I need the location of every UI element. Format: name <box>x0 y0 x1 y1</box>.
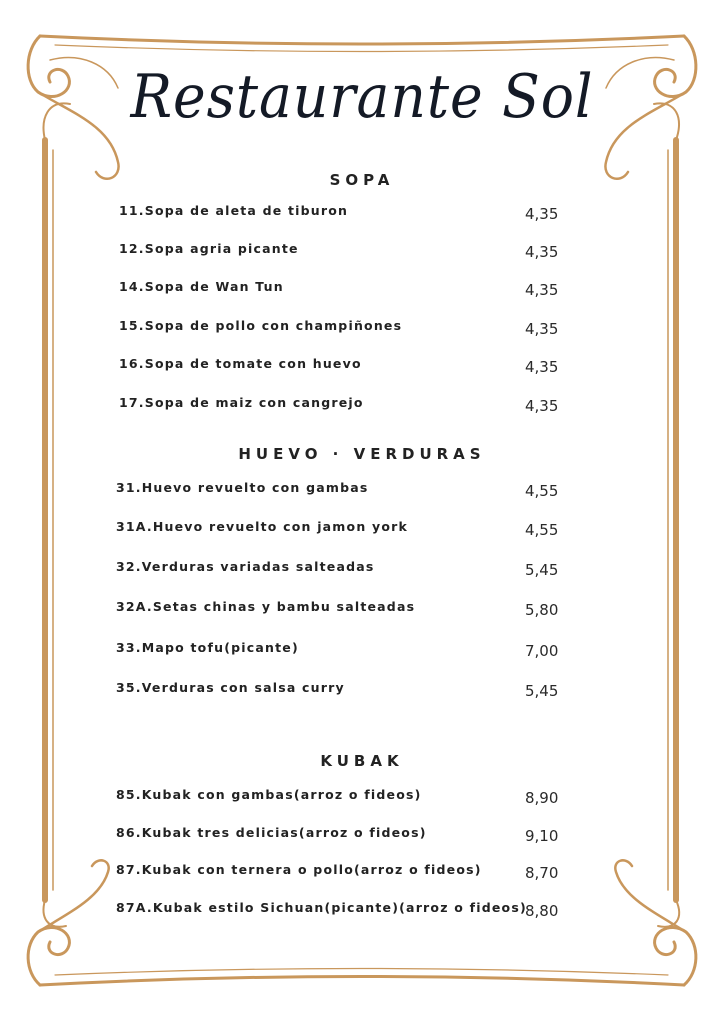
menu-item <box>0 241 724 263</box>
menu-item-name: 31.Huevo revuelto con gambas <box>116 480 369 495</box>
menu-item-price: 4,35 <box>525 397 559 415</box>
menu-item-price: 9,10 <box>525 827 559 845</box>
menu-item-price: 4,55 <box>525 482 559 500</box>
menu-item <box>0 862 724 884</box>
menu-item-price: 5,45 <box>525 561 559 579</box>
menu-item-name: 35.Verduras con salsa curry <box>116 680 345 695</box>
menu-item-name: 31A.Huevo revuelto con jamon york <box>116 519 408 534</box>
menu-item-name: 15.Sopa de pollo con champiñones <box>119 318 403 333</box>
menu-item-name: 16.Sopa de tomate con huevo <box>119 356 362 371</box>
menu-item-name: 33.Mapo tofu(picante) <box>116 640 299 655</box>
menu-item <box>0 680 724 702</box>
menu-item-price: 4,35 <box>525 281 559 299</box>
menu-item <box>0 519 724 541</box>
menu-item-price: 7,00 <box>525 642 559 660</box>
menu-item-price: 5,80 <box>525 601 559 619</box>
menu-item <box>0 203 724 225</box>
menu-item-name: 32A.Setas chinas y bambu salteadas <box>116 599 416 614</box>
menu-item <box>0 599 724 621</box>
menu-item-name: 87.Kubak con ternera o pollo(arroz o fideos) <box>116 862 482 877</box>
section-title: SOPA <box>329 171 395 189</box>
menu-item-name: 85.Kubak con gambas(arroz o fideos) <box>116 787 422 802</box>
menu-item-name: 32.Verduras variadas salteadas <box>116 559 375 574</box>
menu-item-price: 8,90 <box>525 789 559 807</box>
menu-item-price: 4,35 <box>525 205 559 223</box>
menu-item <box>0 480 724 502</box>
restaurant-title: Restaurante Sol <box>130 62 594 132</box>
menu-item-price: 4,35 <box>525 320 559 338</box>
menu-item-price: 8,70 <box>525 864 559 882</box>
menu-item <box>0 825 724 847</box>
menu-item-name: 17.Sopa de maiz con cangrejo <box>119 395 364 410</box>
menu-item <box>0 356 724 378</box>
menu-item <box>0 787 724 809</box>
menu-item-name: 86.Kubak tres delicias(arroz o fideos) <box>116 825 427 840</box>
menu-item <box>0 559 724 581</box>
menu-item-name: 11.Sopa de aleta de tiburon <box>119 203 349 218</box>
menu-item-name: 87A.Kubak estilo Sichuan(picante)(arroz o fideos) <box>116 900 527 915</box>
menu-item-name: 12.Sopa agria picante <box>119 241 299 256</box>
menu-item <box>0 395 724 417</box>
menu-item <box>0 318 724 340</box>
menu-item-price: 4,35 <box>525 243 559 261</box>
menu-item <box>0 900 724 922</box>
menu-item-price: 4,35 <box>525 358 559 376</box>
menu-item <box>0 279 724 301</box>
menu-item-price: 5,45 <box>525 682 559 700</box>
menu-item-name: 14.Sopa de Wan Tun <box>119 279 284 294</box>
menu-item-price: 8,80 <box>525 902 559 920</box>
section-title: KUBAK <box>320 752 404 770</box>
menu-item-price: 4,55 <box>525 521 559 539</box>
menu-item <box>0 640 724 662</box>
section-title: HUEVO · VERDURAS <box>238 445 486 463</box>
